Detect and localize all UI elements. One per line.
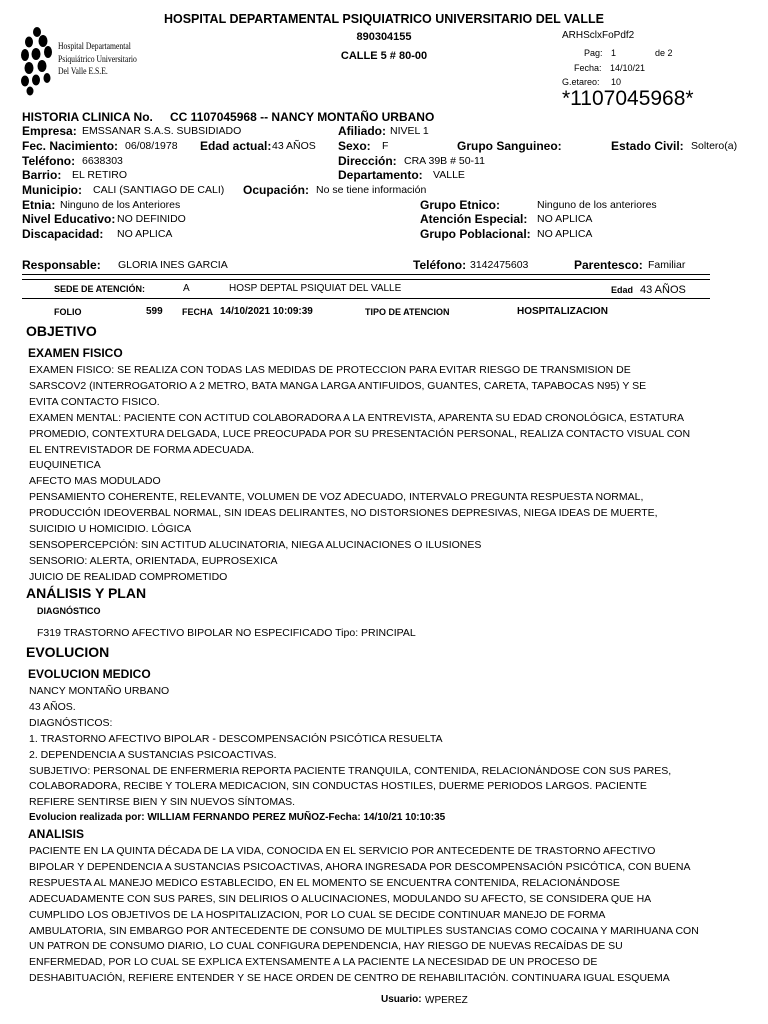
report-code: ARHSclxFoPdf2 [562,30,635,41]
page-number: 1 [611,48,617,58]
direccion-value: CRA 39B # 50-11 [404,155,485,167]
text-line: ADECUADAMENTE CON SUS PARES, SIN DELIRIOS O ALUCINACIONES, MODULANDO SU AFECTO, SE CONSIDERA QUE HA [29,892,652,905]
grupo-sanguineo-label: Grupo Sanguineo: [457,139,562,153]
divider [22,274,710,275]
text-line: SUICIDIO U HOMICIDIO. LÓGICA [29,523,192,536]
text-line: DESHABITUACIÓN, REFIERE ENTENDER Y SE HACE ORDEN DE CENTRO DE REHABILITACIÓN. CONTINUARA IGUAL ESQUEMA [29,972,670,985]
text-line: DIAGNÓSTICOS: [29,716,113,729]
text-line: NANCY MONTAÑO URBANO [29,685,170,697]
sexo-label: Sexo: [338,139,371,153]
evolucion-medico-subtitle: EVOLUCION MEDICO [28,667,151,681]
objetivo-text [29,363,744,586]
responsable-telefono-label: Teléfono: [413,258,467,272]
discapacidad-value: NO APLICA [117,228,173,240]
sede-name: HOSP DEPTAL PSIQUIAT DEL VALLE [229,283,402,294]
objetivo-title: OBJETIVO [26,323,97,339]
divider [22,298,710,299]
logo-icon [20,26,54,96]
etnia-label: Etnia: [22,198,56,212]
etnia-value: Ninguno de los Anteriores [60,199,181,211]
municipio-label: Municipio: [22,183,82,197]
edad-label: Edad actual: [200,139,272,153]
grupo-poblacional-value: NO APLICA [537,228,593,240]
text-line: PACIENTE EN LA QUINTA DÉCADA DE LA VIDA, CONOCIDA EN EL SERVICIO POR ANTECEDENTE DE TRASTORNO AFECTIVO [29,845,656,857]
direccion-label: Dirección: [338,154,397,168]
text-line: PRODUCCIÓN IDEOVERBAL NORMAL, SIN IDEAS DELIRANTES, NO DISTORSIONES DEPRESIVAS, NIEGA IDEAS DE MUERTE, [29,507,658,520]
sede-code: A [183,283,190,294]
text-line: PENSAMIENTO COHERENTE, RELEVANTE, VOLUMEN DE VOZ ADECUADO, INTERVALO PREGUNTA RESPUESTA NORMAL, [29,491,644,504]
sexo-value: F [382,140,389,152]
ocupacion-label: Ocupación: [243,183,310,197]
historia-label: HISTORIA CLINICA No. [22,110,153,124]
text-line: CUMPLIDO LOS OBJETIVOS DE LA HOSPITALIZACION, POR LO CUAL SE DECIDE CONTINUAR MANEJO DE FORMA [29,908,606,921]
barrio-label: Barrio: [22,168,62,182]
logo-line: Psiquiátrico Universitario [58,53,137,64]
logo-text [58,40,137,78]
telefono-label: Teléfono: [22,154,76,168]
logo-line: Del Valle E.S.E. [58,66,108,76]
text-line: SENSOPERCEPCIÓN: SIN ACTITUD ALUCINATORIA, NIEGA ALUCINACIONES O ILUSIONES [29,538,482,551]
text-line: 2. DEPENDENCIA A SUSTANCIAS PSICOACTIVAS. [29,748,277,761]
nivel-educativo-value: NO DEFINIDO [117,213,186,225]
analisis-text [29,844,744,987]
estado-civil-label: Estado Civil: [611,139,684,153]
getareo-label: G.etareo: [562,77,600,87]
fecha-value: 14/10/2021 10:09:39 [220,306,313,317]
edad-value: 43 AÑOS [272,140,316,152]
tipo-atencion-value: HOSPITALIZACION [517,306,608,317]
date-value: 14/10/21 [610,63,646,73]
responsable-label: Responsable: [22,258,101,272]
empresa-label: Empresa: [22,124,77,138]
historia-value: CC 1107045968 -- NANCY MONTAÑO URBANO [170,110,435,124]
divider [22,279,710,280]
diagnostico-subtitle: DIAGNÓSTICO [37,606,101,616]
text-line: REFIERE SENTIRSE BIEN Y SIN NUEVOS SÍNTOMAS. [29,796,296,809]
text-line: SARSCOV2 (INTERROGATORIO A 2 METRO, BATA MANGA LARGA ANTIFUIDOS, GUANTES, CARETA, TAPABOCAS N95) Y SE [29,379,647,392]
grupo-poblacional-label: Grupo Poblacional: [420,227,531,241]
sede-label: SEDE DE ATENCIÓN: [54,284,146,294]
empresa-value: EMSSANAR S.A.S. SUBSIDIADO [82,125,242,137]
parentesco-label: Parentesco: [574,258,643,272]
logo-line: Hospital Departamental [58,41,131,51]
departamento-value: VALLE [433,169,465,181]
hospital-address: CALLE 5 # 80-00 [340,50,428,62]
sede-edad-value: 43 AÑOS [640,284,686,296]
diagnosis-text: F319 TRASTORNO AFECTIVO BIPOLAR NO ESPECIFICADO Tipo: PRINCIPAL [37,627,416,639]
text-line: EXAMEN FISICO: SE REALIZA CON TODAS LAS MEDIDAS DE PROTECCION PARA EVITAR RIESGO DE TRANSMISION DE [29,364,631,376]
grupo-etnico-value: Ninguno de los anteriores [537,199,657,211]
evolucion-title: EVOLUCION [26,644,110,660]
evolucion-text [29,684,744,811]
getareo-value: 10 [611,77,622,87]
fecha-label: FECHA [182,307,213,317]
afiliado-value: NIVEL 1 [390,125,429,137]
sede-edad-label: Edad [611,285,634,295]
folio-label: FOLIO [54,307,82,317]
date-label: Fecha: [574,63,602,73]
fec-nac-value: 06/08/1978 [125,140,178,152]
text-line: SENSORIO: ALERTA, ORIENTADA, EUPROSEXICA [29,554,278,567]
hospital-logo [20,26,140,96]
discapacidad-label: Discapacidad: [22,227,104,241]
responsable-value: GLORIA INES GARCIA [118,259,228,271]
barrio-value: EL RETIRO [72,169,128,181]
atencion-especial-label: Atención Especial: [420,212,528,226]
text-line: JUICIO DE REALIDAD COMPROMETIDO [29,570,228,583]
text-line: UN PATRON DE CONSUMO DIARIO, LO CUAL CONFIGURA DEPENDENCIA, HAY RIESGO DE NUEVAS RECAÍDAS DE SU [29,940,623,953]
text-line: COLABORADORA, RECIBE Y TOLERA MEDICACION, SIN CONDUCTAS HOSTILES, DUERME PERIODOS LARGOS. PACIENTE [29,780,647,793]
hospital-name: HOSPITAL DEPARTAMENTAL PSIQUIATRICO UNIVERSITARIO DEL VALLE [163,12,605,26]
analisis-plan-title: ANÁLISIS Y PLAN [26,585,147,601]
folio-value: 599 [146,306,163,317]
text-line: EL ENTREVISTADOR DE FORMA ADECUADA. [29,443,255,456]
text-line: EUQUINETICA [29,459,101,472]
barcode-text: *1107045968* [562,87,694,110]
text-line: ENFERMEDAD, POR LO CUAL SE EXPLICA EXTENSAMENTE A LA PACIENTE LA NECESIDAD DE UN PROCESO DE [29,956,598,969]
analisis-title: ANALISIS [28,827,85,841]
responsable-telefono-value: 3142475603 [470,259,529,271]
municipio-value: CALI (SANTIAGO DE CALI) [93,184,225,196]
hospital-nit: 890304155 [356,31,412,43]
page-of: de 2 [655,48,673,58]
text-line: 43 AÑOS. [29,700,76,713]
text-line: SUBJETIVO: PERSONAL DE ENFERMERIA REPORTA PACIENTE TRANQUILA, CONTENIDA, RELACIONÁNDOSE CON SUS PARES, [29,764,672,777]
examen-fisico-subtitle: EXAMEN FISICO [28,346,123,360]
text-line: AFECTO MAS MODULADO [29,475,161,488]
evolucion-realizada-por: Evolucion realizada por: WILLIAM FERNANDO PEREZ MUÑOZ-Fecha: 14/10/21 10:10:35 [29,812,446,823]
fec-nac-label: Fec. Nacimiento: [22,139,119,153]
telefono-value: 6638303 [82,155,123,167]
nivel-educativo-label: Nivel Educativo: [22,212,116,226]
ocupacion-value: No se tiene información [316,184,427,196]
text-line: EXAMEN MENTAL: PACIENTE CON ACTITUD COLABORADORA A LA ENTREVISTA, APARENTA SU EDAD CRONOLÓGICA, ESTATURA [29,411,685,424]
usuario-value: WPEREZ [425,995,468,1006]
atencion-especial-value: NO APLICA [537,213,593,225]
text-line: RESPUESTA AL MANEJO MEDICO ESTABLECIDO, EN EL MOMENTO SE ENCUENTRA CONTENIDA, RELACIONÁNDOSE [29,876,620,889]
usuario-label: Usuario: [381,994,422,1005]
text-line: PROMEDIO, CONTEXTURA DELGADA, LUCE PREOCUPADA POR SU PRESENTACIÓN PERSONAL, REALIZA CONTACTO VISUAL CON [29,427,691,440]
text-line: BIPOLAR Y DEPENDENCIA A SUSTANCIAS PSICOACTIVAS, AHORA INGRESADA POR DESCOMPENSACIÓN PSICÓTICA, CON BUENA [29,860,691,873]
departamento-label: Departamento: [338,168,423,182]
tipo-atencion-label: TIPO DE ATENCION [365,307,450,317]
text-line: EVITA CONTACTO FISICO. [29,395,160,408]
afiliado-label: Afiliado: [338,124,386,138]
estado-civil-value: Soltero(a) [691,140,738,152]
text-line: AMBULATORIA, SIN EMBARGO POR ANTECEDENTE DE CONSUMO DE MULTIPLES SUSTANCIAS COMO COCAINA Y MARIHUANA CON [29,924,699,937]
page-label: Pag: [584,48,603,58]
grupo-etnico-label: Grupo Etnico: [420,198,500,212]
text-line: 1. TRASTORNO AFECTIVO BIPOLAR - DESCOMPENSACIÓN PSICÓTICA RESUELTA [29,732,443,745]
parentesco-value: Familiar [648,259,686,271]
